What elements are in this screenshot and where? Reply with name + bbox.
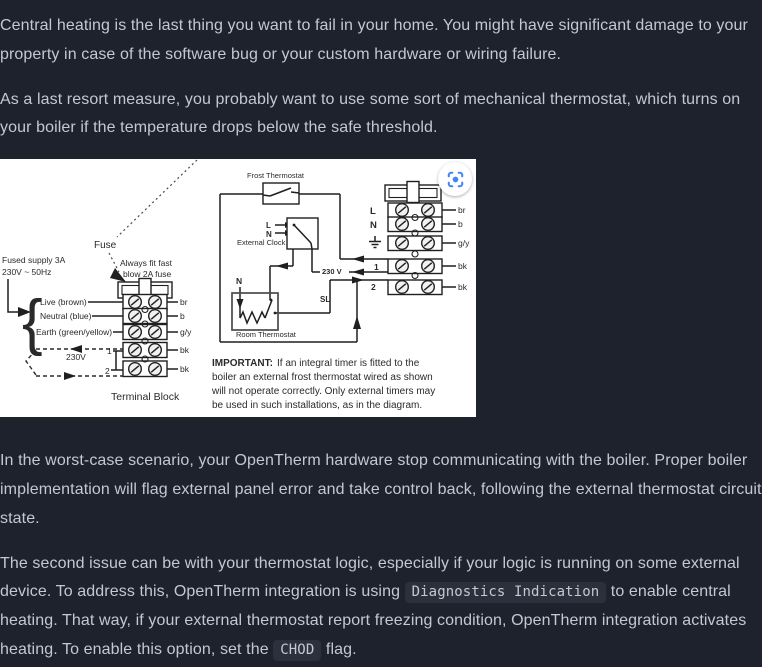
google-lens-icon <box>446 170 465 189</box>
brace: { <box>22 288 43 358</box>
live-label: Live (brown) <box>40 297 87 308</box>
sl-label: SL <box>320 295 331 305</box>
fused-supply-line1: Fused supply 3A <box>2 255 66 266</box>
right-n-label: N <box>370 220 377 232</box>
important-line3: will not operate correctly. Only external timers may <box>212 386 436 398</box>
terminal-block-caption: Terminal Block <box>111 391 180 404</box>
important-heading: IMPORTANT: <box>212 358 273 370</box>
paragraph-3: In the worst-case scenario, your OpenTherm hardware stop communicating with the boiler. Proper boiler implementation will flag external panel error and take control back, following the external thermostat circuit state. <box>0 452 762 527</box>
frost-thermostat <box>247 171 305 204</box>
paragraph-4-text-3: flag. <box>321 640 357 658</box>
neutral-label: Neutral (blue) <box>40 311 92 322</box>
right-bk2-label: bk <box>458 282 467 293</box>
left-t2-label: 2 <box>105 366 110 377</box>
paragraph-2: As a last resort measure, you probably want to use some sort of mechanical thermostat, which turns on your boiler if the temperature drops below the safe threshold. <box>0 90 741 137</box>
left-t1-label: 1 <box>107 346 112 357</box>
fuse-label: Fuse <box>94 240 117 252</box>
left-gy-label: g/y <box>180 327 192 338</box>
left-230v-label: 230V <box>66 352 86 363</box>
paragraph-4-text-2: to enable central heating. That way, if your external thermostat report freezing condition, OpenTherm integration activates heating. To enable this option, set the <box>0 583 747 658</box>
right-l-label: L <box>370 206 376 218</box>
external-clock-label: External Clock <box>237 238 286 248</box>
important-note <box>211 358 435 411</box>
google-lens-button[interactable] <box>438 162 472 196</box>
important-line2: boiler an external frost thermostat wired as shown <box>212 372 433 384</box>
right-br-label: br <box>458 205 466 216</box>
room-thermostat <box>232 276 297 339</box>
paragraph-4-text-1: The second issue can be with your thermostat logic, especially if your logic is running on some external device. To address this, OpenTherm integration is using <box>0 554 740 601</box>
chod-flag-code: CHOD <box>273 640 321 661</box>
clock-n-label: N <box>266 230 272 240</box>
fast-blow-line2: blow 2A fuse <box>123 269 172 280</box>
important-line4: be used in such installations, as in the diagram. <box>212 400 423 412</box>
right-t1-label: 1 <box>374 262 379 273</box>
paragraph-1: Central heating is the last thing you want to fail in your home. You might have significant damage to your property in case of the software bug or your custom hardware or wiring failure. <box>0 17 748 63</box>
left-br-label: br <box>180 297 188 308</box>
important-line1: If an integral timer is fitted to the <box>277 358 420 370</box>
fused-supply-line2: 230V ~ 50Hz <box>2 267 52 278</box>
left-bk1-label: bk <box>180 345 189 356</box>
thermostat-wiring-diagram <box>0 159 476 417</box>
right-t2-label: 2 <box>371 282 376 293</box>
left-b-label: b <box>180 311 185 322</box>
right-bk1-label: bk <box>458 261 467 272</box>
diagnostics-indication-code: Diagnostics Indication <box>405 582 607 603</box>
earth-symbol <box>369 236 381 248</box>
room-n-label: N <box>236 276 243 287</box>
earth-label: Earth (green/yellow) <box>36 327 113 338</box>
wiring-diagram-image[interactable] <box>0 159 476 417</box>
right-b-label: b <box>458 219 463 230</box>
right-terminal-block <box>369 182 470 295</box>
frost-thermostat-label: Frost Thermostat <box>247 171 304 181</box>
left-bk2-label: bk <box>180 364 189 375</box>
external-clock <box>237 218 318 249</box>
clock-l-label: L <box>266 221 271 231</box>
fast-blow-line1: Always fit fast <box>120 258 172 269</box>
room-thermostat-label: Room Thermostat <box>236 330 296 340</box>
left-terminal-block <box>111 279 180 404</box>
paragraph-4 <box>0 550 762 665</box>
right-gy-label: g/y <box>458 238 470 249</box>
right-230v-label: 230 V <box>322 267 342 277</box>
